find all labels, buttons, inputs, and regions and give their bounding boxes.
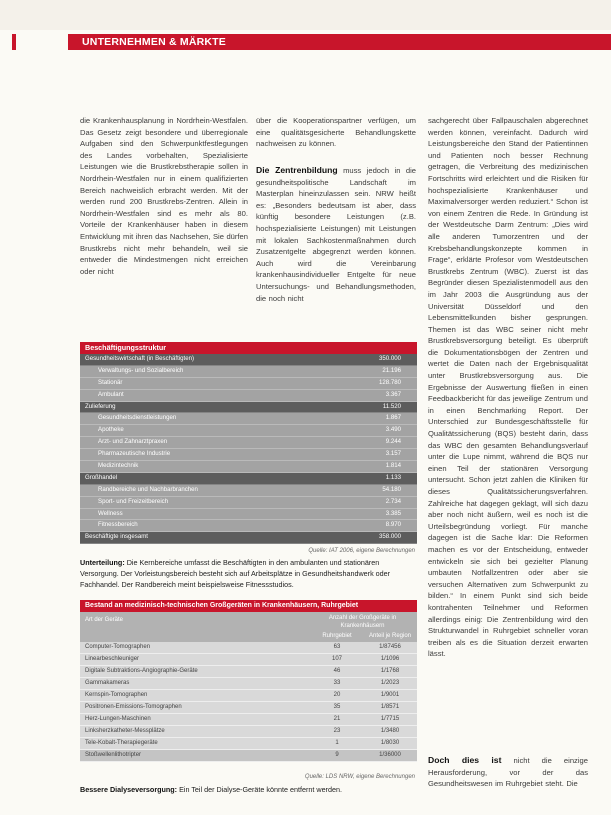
table-row <box>80 738 417 750</box>
row-label: Tele-Kobalt-Therapiegeräte <box>85 740 158 746</box>
table-row <box>80 473 417 485</box>
row-count: 9 <box>335 752 339 758</box>
section-header: UNTERNEHMEN & MÄRKTE <box>68 34 611 50</box>
body-text: muss jedoch in die gesundheitspolitische Landschaft im Masterplan hineinzulassen sein. NRW heißt es: „Besonders bedeutsam ist aber, dass künftig besondere Leistungen (z.B. hochspezialisierte Leistungen) mit Leistungen mit lokalen Sachkostenmaßnahmen durch Zusatzentgelte abgegrenzt werden können. Auch wird die Vereinbarung krankenhausindividueller Entgelte für neue Untersuchungs- und Behandlungsmethoden, die noch nicht <box>256 166 416 303</box>
row-label: Sport- und Freizeitbereich <box>98 497 169 505</box>
row-label: Arzt- und Zahnarztpraxen <box>98 438 168 446</box>
column-header-device: Art der Geräte <box>85 617 124 623</box>
top-strip <box>0 0 611 30</box>
caption-lead: Bessere Dialyseversorgung: <box>80 785 178 794</box>
table2-caption <box>80 784 417 795</box>
table-row <box>80 726 417 738</box>
body-column-2-top: über die Kooperationspartner verfügen, um eine qualitätsgesicherte Behandlungskette nachweisen zu können. <box>256 116 416 149</box>
row-value: 350.000 <box>378 355 401 362</box>
table-row <box>80 461 417 473</box>
body-text: nicht die einzige Herausforderung, vor der das Gesundheitswesen im Ruhrgebiet steht. Die <box>428 756 588 789</box>
row-label: Linearbeschleuniger <box>85 656 140 662</box>
equipment-table <box>80 600 417 762</box>
row-label: Zulieferung <box>85 402 116 410</box>
row-label: Herz-Lungen-Maschinen <box>85 716 151 722</box>
table-row <box>80 366 417 378</box>
row-label: Gammakameras <box>85 680 130 686</box>
table-row <box>80 509 417 521</box>
row-count: 20 <box>333 692 341 698</box>
body-column-1: die Krankenhausplanung in Nordrhein-Westfalen. Das Gesetz zeigt besondere und überregionale Aufgaben sind den Schwerpunktfestlegungen des Landes vorbehalten, Spezialisierte Leistungen wie die Brustkrebstherapie sollen in Nordrhein-Westfalen nur in einem qualifizierten Bereich nachweislich erbracht werden. Mit der werden rund 200 Brustkrebs-Zentren. Allein in Nordrhein-Westfalen sind es mehr als 80. Vorteile der Krankenhäuser haben in diesem Entwicklung mit ihren das Nachsehen, Sie dürfen Brustkrebs nicht mehr behandeln, weil sie entweder die Mindestmengen nicht erreichen oder nicht <box>80 116 248 276</box>
body-column-2 <box>256 165 416 304</box>
row-share: 1/87456 <box>379 644 401 650</box>
table-row <box>80 390 417 402</box>
row-label: Computer-Tomographen <box>85 644 151 650</box>
table-row <box>80 690 417 702</box>
column-header-ruhrgebiet: Ruhrgebiet <box>322 633 352 639</box>
table-row <box>80 413 417 425</box>
row-value: 54.180 <box>382 485 401 493</box>
table2-source: Quelle: LDS NRW, eigene Berechnungen <box>304 774 415 780</box>
row-share: 1/36000 <box>379 752 401 758</box>
equipment-table-body <box>80 642 417 762</box>
row-label: Medizintechnik <box>98 462 139 470</box>
run-in-heading: Die Zentrenbildung <box>256 165 338 175</box>
row-label: Verwaltungs- und Sozialbereich <box>98 366 184 374</box>
row-label: Großhandel <box>85 473 118 481</box>
row-value: 1.867 <box>385 414 401 422</box>
table-row <box>80 678 417 690</box>
row-count: 23 <box>333 728 341 734</box>
row-label: Randbereiche und Nachbarbranchen <box>98 485 198 493</box>
table-row <box>80 449 417 461</box>
run-in-heading: Doch dies ist <box>428 755 502 765</box>
body-column-3-end <box>428 755 588 790</box>
employment-table-title: Beschäftigungsstruktur <box>80 342 417 354</box>
row-value: 2.734 <box>385 497 401 505</box>
employment-table <box>80 342 417 544</box>
table-row <box>80 666 417 678</box>
table1-caption <box>80 557 417 590</box>
row-value: 3.157 <box>385 450 401 458</box>
row-share: 1/1096 <box>380 656 400 662</box>
table-row <box>80 520 417 532</box>
row-count: 107 <box>331 656 342 662</box>
caption-text: Ein Teil der Dialyse-Geräte könnte entfernt werden. <box>177 785 342 794</box>
table-row <box>80 378 417 390</box>
row-label: Beschäftigte insgesamt <box>85 533 149 541</box>
row-value: 3.385 <box>385 509 401 517</box>
equipment-table-title: Bestand an medizinisch-technischen Großgeräten in Krankenhäusern, Ruhrgebiet <box>80 600 417 612</box>
row-value: 21.196 <box>382 366 401 374</box>
table-row <box>80 750 417 762</box>
table-row <box>80 714 417 726</box>
row-share: 1/3480 <box>380 728 400 734</box>
row-value: 358.000 <box>378 533 401 541</box>
row-label: Pharmazeutische Industrie <box>98 450 171 458</box>
table-row <box>80 532 417 544</box>
table-row <box>80 642 417 654</box>
table-row <box>80 485 417 497</box>
employment-table-body <box>80 354 417 544</box>
row-label: Linksherzkatheter-Messplätze <box>85 728 165 734</box>
column-group-header: Anzahl der Großgeräte in Krankenhäusern <box>328 615 397 629</box>
edge-mark <box>12 34 16 50</box>
caption-lead: Unterteilung: <box>80 558 125 567</box>
table-row <box>80 654 417 666</box>
table-row <box>80 497 417 509</box>
row-label: Wellness <box>98 509 123 517</box>
row-count: 46 <box>333 668 341 674</box>
row-value: 1.133 <box>385 473 401 481</box>
row-value: 3.490 <box>385 426 401 434</box>
row-share: 1/7715 <box>380 716 400 722</box>
row-label: Kernspin-Tomographen <box>85 692 148 698</box>
row-value: 3.367 <box>385 390 401 398</box>
equipment-table-header <box>80 612 417 642</box>
row-count: 33 <box>333 680 341 686</box>
caption-text: Die Kernbereiche umfasst die Beschäftigten in den ambulanten und stationären Versorgung. Der Vorleistungsbereich besteht sich auf Arbeitsplätze in Gesundheitshandwerk oder Fachhandel. Der Randbereich meint beispielsweise Fitnessstudios. <box>80 558 391 589</box>
row-share: 1/9001 <box>380 692 400 698</box>
row-value: 128.780 <box>378 378 401 386</box>
row-value: 9.244 <box>385 438 401 446</box>
table-row <box>80 437 417 449</box>
table-row <box>80 425 417 437</box>
table-row <box>80 702 417 714</box>
row-count: 63 <box>333 644 341 650</box>
body-column-3: sachgerecht über Fallpauschalen abgerechnet werden können, vereinfacht. Dadurch wird Leistungsbereiche den Stand der Patientinnen und Patienten noch besser Rechnung getragen, die Verbreitung des medizinischen Fortschritts wird erleichtert und die Risiken für hochspezialisierte Krankenhäuser und Maximalversorger werden reduziert.“ Schon ist von einem Zentren die Rede. In Gründung ist der Westdeutsche Darm Zentrum: „Dies wird alle anderen Tumorzentren und der Krebsbehandlungskonzepte kommen in Frage“, erklärte Profesor vom Westdeutschen Brustkrebs Zentrum (WBC). Zuerst ist das Begründer diesen Spezialistenmodell aus den im Jahr 2003 die Ausgründung aus der Universität Düsseldorf und den Lebensmittelkunden bisher gesprungen. Themen ist das WBC seiner nicht mehr Brustkrebsversorgung beteiligt. Es überprüft die Dokumentationsbögen der Zentren und wertet die Daten nach der Ergebnisqualität unter Brustkrebsversorgung aus. Die Ergebnisse der Auswertung fließen in einen Feedbackbericht für das jeweilige Zentrum und in einen Benchmarking Report. Der Unterschied zur Bundesgeschäftsstelle für Qualitätssicherung (BQS) besteht darin, dass das WBC den gesamten Behandlungsverlauf unter die Lupe nimmt, während die BQS nur einen Teil der stationären Versorgung untersucht. Schon jetzt zahlen die Kliniken für dieses Qualitätssicherungsverfahren. Zahlreiche hat dagegen geklagt, will sich dazu aber noch nicht äußern, weil es noch ist die Urteilsbegründung vorliegt. Für manche dagegen ist die Sache klar: Die Reformen machen es vor der Entscheidung, entweder entwickeln sie sich bei gezielter Planung umbauten Notfallzentren oder aber sie versuchen Alternativen zum Schwerpunkt zu bilden.“ In einem Punkt sind sich beide kontrahenten Teilnehmer und Reformen allerdings einig: Die Zentrenbildung wird den Strukturwandel in Ruhrgebiet schneller voran treiben als es die Situation derzeit erwarten lässt. <box>428 116 588 659</box>
row-share: 1/8030 <box>380 740 400 746</box>
row-count: 1 <box>335 740 339 746</box>
row-share: 1/1768 <box>380 668 400 674</box>
row-value: 11.520 <box>382 402 401 410</box>
row-value: 8.970 <box>385 521 401 529</box>
row-label: Stoßwellenlithotripter <box>85 752 142 758</box>
table-row <box>80 402 417 414</box>
table1-source: Quelle: IAT 2006, eigene Berechnungen <box>308 548 415 554</box>
row-label: Stationär <box>98 378 123 386</box>
row-label: Apotheke <box>98 426 124 434</box>
row-label: Digitale Subtraktions-Angiographie-Geräte <box>85 668 198 674</box>
row-label: Gesundheitswirtschaft (in Beschäftigten) <box>85 355 195 362</box>
row-label: Positronen-Emissions-Tomographen <box>85 704 182 710</box>
row-count: 35 <box>333 704 341 710</box>
row-value: 1.814 <box>385 462 401 470</box>
row-share: 1/8571 <box>380 704 400 710</box>
row-count: 21 <box>333 716 341 722</box>
row-label: Gesundheitsdienstleistungen <box>98 414 177 422</box>
row-label: Ambulant <box>98 390 124 398</box>
table-row <box>80 354 417 366</box>
row-label: Fitnessbereich <box>98 521 138 529</box>
column-header-share: Anteil je Region <box>368 633 412 639</box>
row-share: 1/2023 <box>380 680 400 686</box>
